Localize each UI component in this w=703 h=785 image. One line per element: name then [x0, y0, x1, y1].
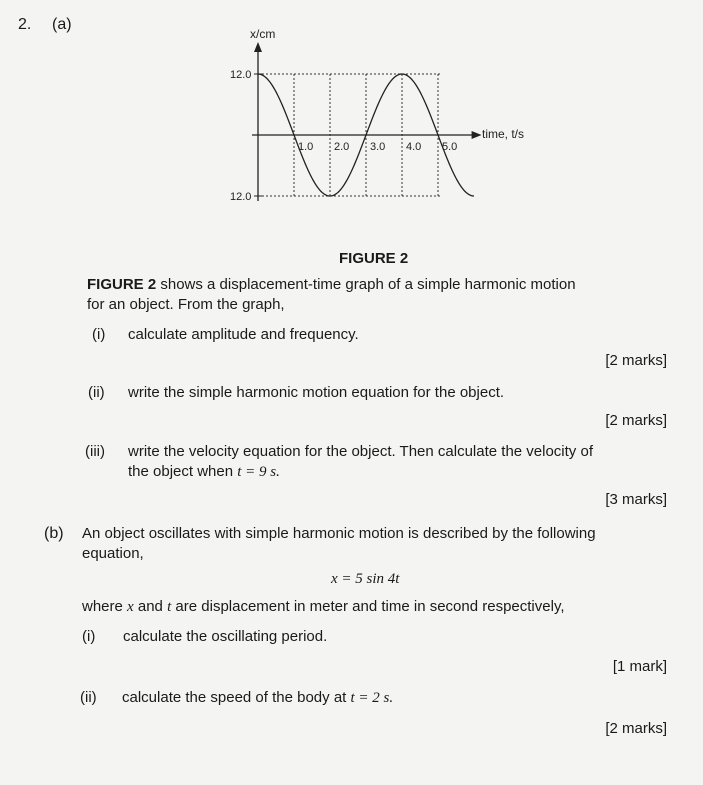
x-tick-label: 5.0: [442, 141, 458, 153]
a-ii-text: write the simple harmonic motion equation for the object.: [128, 384, 505, 401]
a-i-label: (i): [92, 326, 106, 343]
x-axis-arrow: [472, 131, 482, 139]
b-text-line2: equation,: [82, 545, 144, 562]
intro-figure-ref: FIGURE 2: [87, 276, 157, 293]
b-ii-math: t = 2 s.: [350, 690, 394, 706]
b-where-x: x: [127, 599, 134, 615]
a-iii-math: t = 9 s.: [237, 464, 280, 480]
x-tick-label: 1.0: [298, 141, 314, 153]
y-tick-labels: [230, 69, 251, 203]
b-equation: x = 5 sin 4t: [331, 571, 400, 587]
a-ii-marks: [2 marks]: [605, 412, 667, 429]
b-where-post: are displacement in meter and time in second respectively,: [171, 598, 565, 615]
y-axis-label: x/cm: [250, 27, 276, 41]
b-i-marks: [1 mark]: [612, 658, 667, 675]
x-tick-label: 2.0: [334, 141, 350, 153]
a-i-text: calculate amplitude and frequency.: [128, 326, 359, 343]
b-ii-label: (ii): [80, 689, 97, 706]
x-tick-label: 4.0: [406, 141, 422, 153]
b-where-pre: where: [82, 598, 128, 615]
b-i-label: (i): [82, 628, 96, 645]
b-where-t: t: [167, 599, 172, 615]
part-a-intro-line1: [87, 275, 576, 295]
graph-axes: [252, 42, 482, 201]
a-iii-marks: [3 marks]: [605, 491, 667, 508]
b-i-text: calculate the oscillating period.: [123, 628, 328, 645]
a-i-marks: [2 marks]: [605, 352, 667, 369]
displacement-time-graph: [0, 0, 703, 250]
y-tick-label: 12.0: [230, 69, 252, 81]
a-ii-label: (ii): [88, 384, 105, 401]
part-a-intro-line2: for an object. From the graph,: [87, 296, 285, 313]
x-axis-label: time, t/s: [482, 127, 525, 141]
question-number: 2.: [18, 16, 32, 33]
a-iii-text-line1: write the velocity equation for the object. Then calculate the velocity of: [128, 443, 593, 460]
x-tick-label: 3.0: [370, 141, 386, 153]
x-tick-labels: [298, 141, 457, 153]
y-tick-label: 12.0: [230, 191, 252, 203]
part-b-label: (b): [44, 525, 64, 542]
b-where-and: and: [133, 598, 168, 615]
b-ii-text: [122, 688, 393, 708]
b-where-line: [82, 597, 565, 617]
a-iii-text-line2: [128, 462, 280, 482]
a-iii-label: (iii): [85, 443, 105, 460]
b-ii-marks: [2 marks]: [605, 720, 667, 737]
b-ii-pre: calculate the speed of the body at: [122, 689, 351, 706]
y-axis-arrow: [254, 42, 262, 52]
a-iii-pre: the object when: [128, 463, 238, 480]
intro-rest: shows a displacement-time graph of a simple harmonic motion: [156, 276, 576, 293]
b-text-line1: An object oscillates with simple harmonic motion is described by the following: [82, 525, 596, 542]
part-a-label: (a): [52, 16, 72, 33]
figure-caption: FIGURE 2: [339, 250, 409, 267]
